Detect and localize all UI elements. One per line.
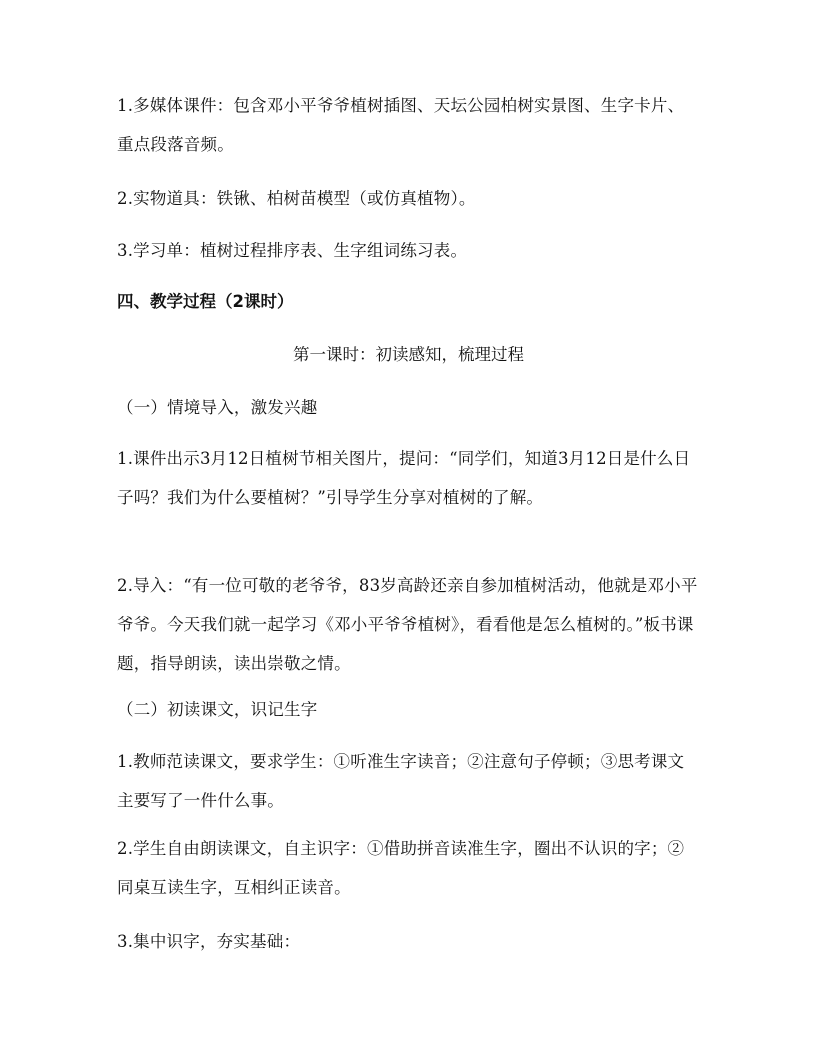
- section-heading-teaching-process: 四、教学过程（2课时）: [117, 292, 294, 311]
- materials-item-1: 1.多媒体课件：包含邓小平爷爷植树插图、天坛公园柏树实景图、生字卡片、重点段落音频。: [117, 96, 685, 154]
- intro-item-2: 2.导入：“有一位可敬的老爷爷，83岁高龄还亲自参加植树活动，他就是邓小平爷爷。今天我们就一起学习《邓小平爷爷植树》，看看他是怎么植树的。”板书课题，指导朗读，读出崇敬之情。: [117, 576, 698, 673]
- subsection-title-intro: （一）情境导入，激发兴趣: [117, 398, 318, 417]
- reading-item-2: 2.学生自由朗读课文，自主识字：①借助拼音读准生字，圈出不认识的字；②同桌互读生字，互相纠正读音。: [117, 839, 685, 897]
- materials-item-2: 2.实物道具：铁锹、柏树苗模型（或仿真植物）。: [117, 189, 476, 208]
- lesson-title: 第一课时：初读感知，梳理过程: [293, 345, 524, 364]
- reading-item-1: 1.教师范读课文，要求学生：①听准生字读音；②注意句子停顿；③思考课文主要写了一件什么事。: [117, 752, 685, 810]
- subsection-title-reading: （二）初读课文，识记生字: [117, 700, 318, 719]
- reading-item-3: 3.集中识字，夯实基础：: [117, 932, 301, 951]
- materials-item-3: 3.学习单：植树过程排序表、生字组词练习表。: [117, 241, 468, 260]
- intro-item-1: 1.课件出示3月12日植树节相关图片，提问：“同学们，知道3月12日是什么日子吗？我们为什么要植树？”引导学生分享对植树的了解。: [117, 449, 691, 507]
